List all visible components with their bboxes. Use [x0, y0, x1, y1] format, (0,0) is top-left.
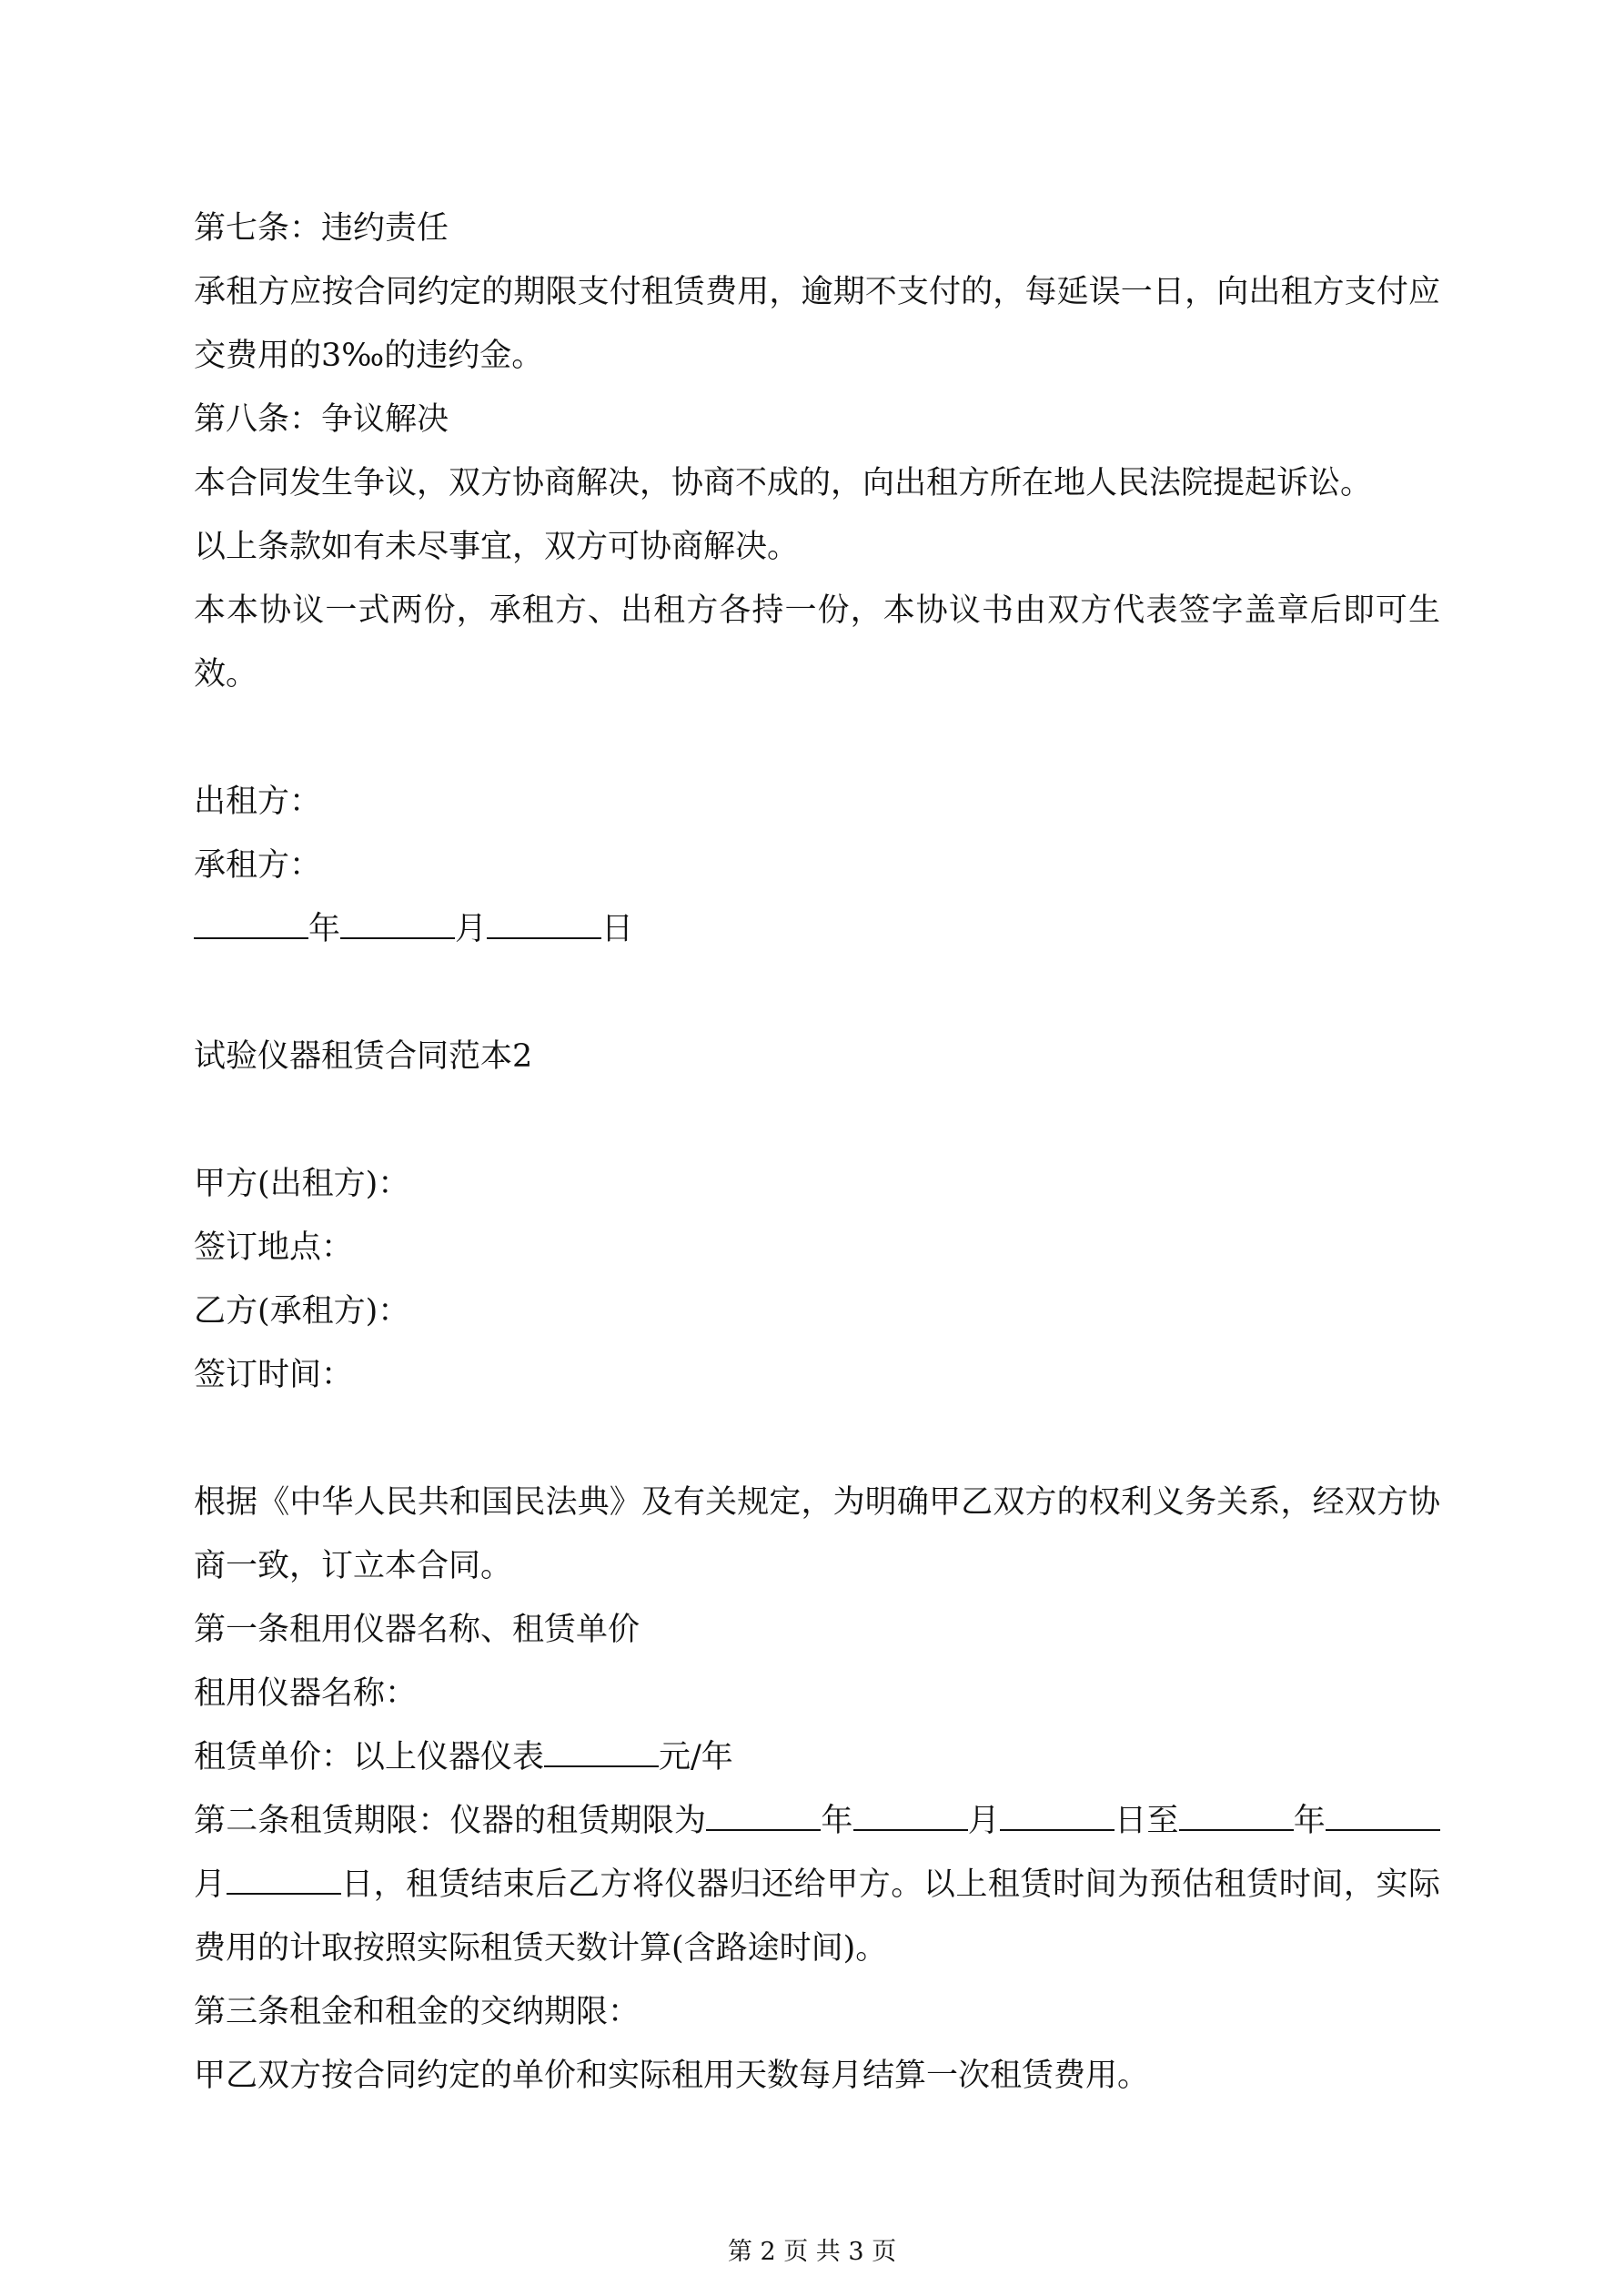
article-1-title: 第一条租用仪器名称、租赁单价 — [194, 1612, 641, 1648]
year-blank — [194, 906, 308, 939]
start-month-label: 月 — [967, 1803, 1000, 1839]
party-b-line: 乙方(承租方)： — [194, 1293, 410, 1330]
signature-date-line — [194, 897, 1440, 961]
article-2-suffix: 日，租赁结束后乙方将仪器归还给甲方。以上租赁时间为预估租赁时间，实际费用的计取按照实际租赁天数计算(含路途时间)。 — [194, 1866, 1440, 1967]
unit-price-unit: 元/年 — [659, 1739, 733, 1775]
article-3-text: 甲乙双方按合同约定的单价和实际租用天数每月结算一次租赁费用。 — [194, 2058, 1150, 2094]
end-month-blank — [1326, 1798, 1440, 1831]
start-day-blank — [1000, 1798, 1115, 1831]
start-year-blank — [706, 1798, 821, 1831]
preamble: 根据《中华人民共和国民法典》及有关规定，为明确甲乙双方的权利义务关系，经双方协商一致，订立本合同。 — [194, 1484, 1440, 1584]
instrument-name-line: 租用仪器名称： — [194, 1675, 418, 1712]
start-day-to-label: 日至 — [1114, 1803, 1179, 1839]
spacer — [194, 961, 1440, 1025]
document-body — [194, 197, 1440, 2108]
end-day-blank — [227, 1862, 341, 1895]
article-3-title: 第三条租金和租金的交纳期限： — [194, 1994, 641, 2030]
article-2-text — [194, 1789, 1440, 1980]
party-a-line: 甲方(出租方)： — [194, 1166, 410, 1202]
end-year-blank — [1179, 1798, 1294, 1831]
start-month-blank — [853, 1798, 968, 1831]
month-blank — [340, 906, 455, 939]
unit-price-prefix: 租赁单价：以上仪器仪表 — [194, 1739, 545, 1775]
signing-time-line: 签订时间： — [194, 1357, 354, 1393]
supplementary-clause: 以上条款如有未尽事宜，双方可协商解决。 — [194, 529, 800, 565]
article-8-title: 第八条：争议解决 — [194, 401, 449, 438]
article-2-prefix: 第二条租赁期限：仪器的租赁期限为 — [194, 1803, 707, 1839]
article-8-text: 本合同发生争议，双方协商解决，协商不成的，向出租方所在地人民法院提起诉讼。 — [194, 465, 1373, 501]
lessee-signature-line: 承租方： — [194, 847, 322, 884]
end-month-label: 月 — [194, 1866, 227, 1903]
unit-price-line — [194, 1725, 1440, 1789]
day-label: 日 — [601, 911, 634, 947]
year-label: 年 — [308, 911, 341, 947]
end-year-label: 年 — [1293, 1803, 1326, 1839]
spacer — [194, 1088, 1440, 1152]
month-label: 月 — [455, 911, 488, 947]
start-year-label: 年 — [821, 1803, 853, 1839]
spacer — [194, 1407, 1440, 1471]
day-blank — [487, 906, 601, 939]
article-7-text: 承租方应按合同约定的期限支付租赁费用，逾期不支付的，每延误一日，向出租方支付应交费用的3‰的违约金。 — [194, 274, 1440, 374]
contract-2-title: 试验仪器租赁合同范本2 — [194, 1038, 533, 1075]
copies-clause: 本本协议一式两份，承租方、出租方各持一份，本协议书由双方代表签字盖章后即可生效。 — [194, 592, 1440, 693]
page-footer: 第 2 页 共 3 页 — [727, 2238, 897, 2266]
unit-price-blank — [544, 1735, 659, 1767]
lessor-signature-line: 出租方： — [194, 784, 322, 820]
article-7-title: 第七条：违约责任 — [194, 210, 449, 247]
spacer — [194, 706, 1440, 770]
signing-place-line: 签订地点： — [194, 1229, 354, 1266]
